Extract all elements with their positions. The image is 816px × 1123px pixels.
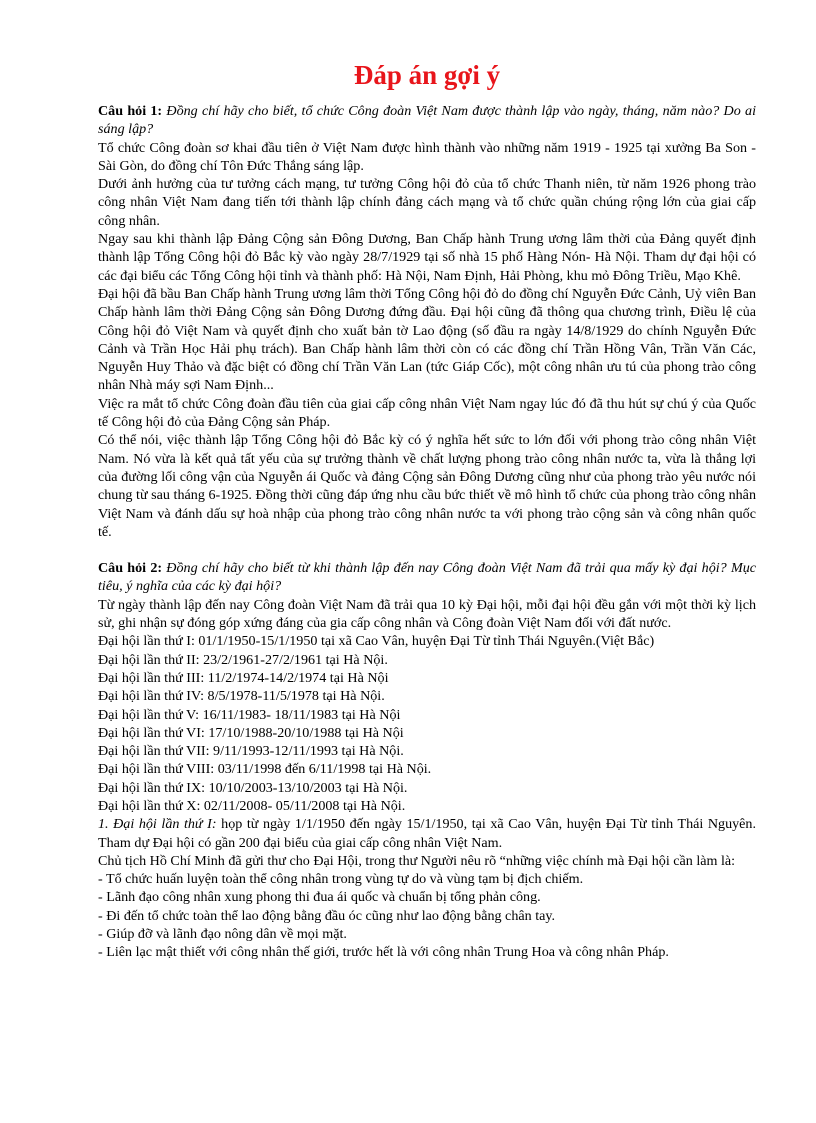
task-item: - Liên lạc mật thiết với công nhân thế giới, trước hết là với công nhân Trung Hoa và công nhân Pháp.: [98, 944, 669, 961]
q1-paragraph: Tổ chức Công đoàn sơ khai đầu tiên ở Việt Nam được hình thành vào những năm 1919 - 1925 tại xưởng Ba Son - Sài Gòn, do đồng chí Tôn Đức Thắng sáng lập.: [98, 139, 756, 174]
congress-item: Đại hội lần thứ I: 01/1/1950-15/1/1950 tại xã Cao Vân, huyện Đại Từ tỉnh Thái Nguyên.(Việt Bắc): [98, 633, 655, 650]
question-1-text: Đồng chí hãy cho biết, tổ chức Công đoàn Việt Nam được thành lập vào ngày, tháng, năm nào? Do ai sáng lập?: [98, 103, 756, 138]
q1-paragraph: Việc ra mắt tổ chức Công đoàn đầu tiên của giai cấp công nhân Việt Nam ngay lúc đó đã thu hút sự chú ý của Quốc tế Công hội đỏ của Đảng Cộng sản Pháp.: [98, 395, 756, 431]
congress-item: Đại hội lần thứ IV: 8/5/1978-11/5/1978 tại Hà Nội.: [98, 688, 385, 705]
congress-item: Đại hội lần thứ VII: 9/11/1993-12/11/1993 tại Hà Nội.: [98, 743, 404, 760]
congress-item: Đại hội lần thứ VI: 17/10/1988-20/10/1988 tại Hà Nội: [98, 724, 404, 741]
page-title: Đáp án gợi ý: [353, 60, 501, 90]
q1-paragraph: Đại hội đã bầu Ban Chấp hành Trung ương lâm thời Tổng Công hội đỏ do đồng chí Nguyễn Đức Cảnh, Uỷ viên Ban Chấp hành lâm thời Đảng Cộng sản Đông Dương đứng đầu. Đại hội cũng đã thông qua chương trình, Điều lệ của Công hội đỏ Việt Nam và quyết định cho xuất bản tờ Lao động (số đầu ra ngày 14/8/1929 do chính Nguyễn Đức Cảnh và Trần Học Hải phụ trách). Ban Chấp hành lâm thời còn có các đồng chí Trần Hồng Vân, Trần Văn Các, Nguyễn Huy Thảo và đặc biệt có đồng chí Trần Văn Lan (tức Giáp Cốc), một công nhân ưu tú của phong trào công nhân Nhà máy sợi Nam Định...: [98, 285, 756, 394]
q2-intro: Từ ngày thành lập đến nay Công đoàn Việt Nam đã trải qua 10 kỳ Đại hội, mỗi đại hội đều gắn với một thời kỳ lịch sử, ghi nhận sự đóng góp xứng đáng của gia cấp công nhân và Công đoàn Việt Nam đối với đất nước.: [98, 596, 756, 632]
section-spacer: [98, 541, 756, 559]
first-congress-detail: [98, 815, 756, 852]
congress-item: Đại hội lần thứ II: 23/2/1961-27/2/1961 tại Hà Nội.: [98, 651, 388, 668]
question-2-label: Câu hỏi 2:: [98, 560, 163, 577]
congress-item: Đại hội lần thứ V: 16/11/1983- 18/11/1983 tại Hà Nội: [98, 706, 401, 723]
first-congress-label: 1. Đại hội lần thứ I:: [98, 816, 217, 833]
task-item: - Lãnh đạo công nhân xung phong thi đua ái quốc và chuẩn bị tổng phản công.: [98, 889, 541, 906]
congress-item: Đại hội lần thứ III: 11/2/1974-14/2/1974 tại Hà Nội: [98, 669, 389, 686]
task-item: - Giúp đỡ và lãnh đạo nông dân về mọi mặt.: [98, 926, 347, 943]
task-item: - Tổ chức huấn luyện toàn thể công nhân trong vùng tự do và vùng tạm bị địch chiếm.: [98, 871, 584, 888]
question-1-label: Câu hỏi 1:: [98, 103, 163, 119]
q1-paragraph: Dưới ảnh hưởng của tư tưởng cách mạng, tư tưởng Công hội đỏ của tổ chức Thanh niên, từ năm 1926 phong trào công nhân Việt Nam đang tiến tới thành lập chính đảng cách mạng và tổ chức quần chúng rộng lớn của giai cấp công nhân.: [98, 176, 756, 229]
q1-paragraph: Ngay sau khi thành lập Đảng Cộng sản Đông Dương, Ban Chấp hành Trung ương lâm thời của Đảng quyết định thành lập Tổng Công hội đỏ Bắc kỳ vào ngày 28/7/1929 tại số nhà 15 phố Hàng Nón- Hà Nội. Tham dự đại hội có các đại biểu các Tổng Công hội tỉnh và thành phố: Hà Nội, Nam Định, Hải Phòng, khu mỏ Đông Triều, Mạo Khê.: [98, 231, 756, 284]
question-2: [98, 559, 756, 596]
congress-item: Đại hội lần thứ IX: 10/10/2003-13/10/2003 tại Hà Nội.: [98, 779, 408, 796]
letter-intro: Chủ tịch Hồ Chí Minh đã gửi thư cho Đại Hội, trong thư Người nêu rõ “những việc chính mà Đại hội cần làm là:: [98, 852, 736, 869]
first-congress-text: họp từ ngày 1/1/1950 đến ngày 15/1/1950, tại xã Cao Vân, huyện Đại Từ tỉnh Thái Nguyên. Tham dự Đại hội có gần 200 đại biểu của giai cấp công nhân Việt Nam.: [98, 816, 756, 851]
congress-item: Đại hội lần thứ VIII: 03/11/1998 đến 6/11/1998 tại Hà Nội.: [98, 761, 432, 778]
question-2-text: Đồng chí hãy cho biết từ khi thành lập đến nay Công đoàn Việt Nam đã trải qua mấy kỳ đại hội? Mục tiêu, ý nghĩa của các kỳ đại hội?: [98, 560, 756, 595]
task-item: - Đi đến tổ chức toàn thể lao động bằng đầu óc cũng như lao động bằng chân tay.: [98, 907, 556, 924]
document-page: [98, 58, 756, 962]
q1-paragraph: Có thể nói, việc thành lập Tổng Công hội đỏ Bắc kỳ có ý nghĩa hết sức to lớn đối với phong trào công nhân Việt Nam. Nó vừa là kết quả tất yếu của sự trưởng thành về chất lượng phong trào công nhân nước ta, vừa là thắng lợi của đường lối công vận của Nguyễn ái Quốc và đảng Cộng sản Đông Dương cũng như của phong trào yêu nước nói chung từ sau tháng 6-1925. Đồng thời cũng đáp ứng nhu cầu bức thiết về mô hình tổ chức của phong trào công nhân Việt Nam và đánh dấu sự hoà nhập của phong trào công nhân nước ta với phong trào cộng sản và công nhân quốc tế.: [98, 432, 756, 540]
congress-item: Đại hội lần thứ X: 02/11/2008- 05/11/2008 tại Hà Nội.: [98, 797, 406, 814]
question-1: [98, 102, 756, 139]
